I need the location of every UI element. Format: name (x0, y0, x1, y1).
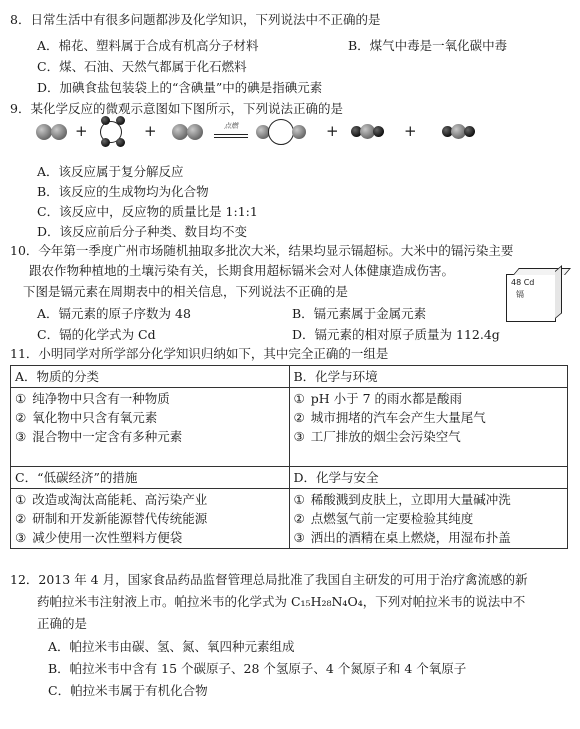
item-mark: ③ (293, 530, 305, 545)
black-atom (101, 138, 110, 147)
plus-sign: + (404, 122, 417, 140)
black-atom (116, 116, 125, 125)
gray-atom (292, 125, 306, 139)
q11-d-item: 点燃氢气前一定要检验其纯度 (310, 511, 474, 526)
q12-stem-line1: 12．2013 年 4 月，国家食品药品监督管理总局批准了我国自主研发的可用于治疗禽流感的新 (10, 572, 528, 587)
q12-option-c: C．帕拉米韦属于有机化合物 (48, 683, 208, 698)
q10-option-d: D．镉元素的相对原子质量为 112.4g (292, 327, 500, 342)
q11-cell-b-title: B．化学与环境 (289, 366, 568, 388)
q12-stem-part: 药帕拉米韦注射液上市。帕拉米韦的化学式为 (37, 594, 291, 609)
reaction-diagram (0, 118, 580, 148)
item-mark: ② (293, 511, 305, 526)
q12-stem-line2 (37, 594, 525, 610)
q9-option-a: A．该反应属于复分解反应 (37, 164, 184, 179)
element-number-symbol: 48 Cd (511, 278, 535, 287)
q11-a-item: 纯净物中只含有一种物质 (32, 391, 170, 406)
black-atom (116, 138, 125, 147)
q11-d-item: 洒出的酒精在桌上燃烧，用湿布扑盖 (310, 530, 511, 545)
black-atom (464, 126, 475, 137)
gray-atom (187, 124, 203, 140)
q11-cell-b-items (289, 388, 568, 467)
periodic-table-cell (506, 274, 556, 322)
item-mark: ① (15, 492, 27, 507)
item-mark: ③ (15, 429, 27, 444)
q9-stem: 9．某化学反应的微观示意图如下图所示，下列说法正确的是 (10, 101, 343, 116)
q8-option-a: A．棉花、塑料属于合成有机高分子材料 (37, 38, 259, 53)
q8-option-d: D．加碘食盐包装袋上的“含碘量”中的碘是指碘元素 (37, 80, 323, 95)
q11-cell-c-title: C．“低碳经济”的措施 (11, 467, 290, 489)
q8-option-c: C．煤、石油、天然气都属于化石燃料 (37, 59, 247, 74)
item-mark: ② (293, 410, 305, 425)
q11-cell-a-title: A．物质的分类 (11, 366, 290, 388)
q9-option-b: B．该反应的生成物均为化合物 (37, 184, 209, 199)
q12-stem-line3: 正确的是 (37, 616, 88, 631)
q11-stem: 11．小明同学对所学部分化学知识归纳如下，其中完全正确的一组是 (10, 346, 389, 361)
item-mark: ② (15, 511, 27, 526)
item-mark: ① (293, 391, 305, 406)
q11-cell-c-items (11, 489, 290, 549)
q11-cell-a-items (11, 388, 290, 467)
q11-c-item: 改造或淘汰高能耗、高污染产业 (32, 492, 208, 507)
gray-atom (51, 124, 67, 140)
plus-sign: + (144, 122, 157, 140)
q11-d-item: 稀酸溅到皮肤上，立即用大量碱冲洗 (310, 492, 511, 507)
plus-sign: + (75, 122, 88, 140)
q10-option-b: B．镉元素属于金属元素 (292, 306, 427, 321)
q12-stem-part: ，下列对帕拉米韦的说法中不 (362, 594, 526, 609)
q11-table (10, 365, 568, 549)
q12-option-a: A．帕拉米韦由碳、氢、氮、氧四种元素组成 (48, 639, 295, 654)
black-atom (373, 126, 384, 137)
q9-option-d: D．该反应前后分子种类、数目均不变 (37, 224, 248, 239)
item-mark: ③ (15, 530, 27, 545)
q9-option-c: C．该反应中，反应物的质量比是 1:1:1 (37, 204, 258, 219)
item-mark: ② (15, 410, 27, 425)
q11-b-item: 工厂排放的烟尘会污染空气 (310, 429, 461, 444)
gray-atom (36, 124, 52, 140)
plus-sign: + (326, 122, 339, 140)
q12-option-b: B．帕拉米韦中含有 15 个碳原子、28 个氢原子、4 个氮原子和 4 个氧原子 (48, 661, 467, 676)
black-atom (101, 116, 110, 125)
q10-stem-line2: 跟农作物种植地的土壤污染有关，长期食用超标镉米会对人体健康造成伤害。 (29, 263, 455, 278)
reaction-arrow (214, 134, 248, 135)
q11-a-item: 氧化物中只含有氧元素 (32, 410, 158, 425)
q8-stem: 8．日常生活中有很多问题都涉及化学知识，下列说法中不正确的是 (10, 12, 381, 27)
chemical-formula: C₁₅H₂₈N₄O₄ (290, 594, 363, 609)
q10-option-c: C．镉的化学式为 Cd (37, 327, 156, 342)
item-mark: ① (15, 391, 27, 406)
item-mark: ③ (293, 429, 305, 444)
q10-option-a: A．镉元素的原子序数为 48 (37, 306, 191, 321)
q11-cell-d-items (289, 489, 568, 549)
item-mark: ① (293, 492, 305, 507)
gray-atom (172, 124, 188, 140)
element-name: 镉 (516, 290, 524, 299)
reaction-arrow (214, 137, 248, 138)
white-atom (268, 119, 294, 145)
q11-a-item: 混合物中一定含有多种元素 (32, 429, 183, 444)
q11-b-item: 城市拥堵的汽车会产生大量尾气 (310, 410, 486, 425)
q11-b-item: pH 小于 7 的雨水都是酸雨 (310, 391, 462, 406)
q8-option-b: B．煤气中毒是一氧化碳中毒 (348, 38, 508, 53)
q10-stem-line3: 下图是镉元素在周期表中的相关信息，下列说法不正确的是 (23, 284, 349, 299)
q11-c-item: 研制和开发新能源替代传统能源 (32, 511, 208, 526)
reaction-condition: 点燃 (224, 122, 238, 130)
q11-cell-d-title: D．化学与安全 (289, 467, 568, 489)
q11-c-item: 减少使用一次性塑料方便袋 (32, 530, 183, 545)
q10-stem-line1: 10．今年第一季度广州市场随机抽取多批次大米，结果均显示镉超标。大米中的镉污染主要 (10, 243, 514, 258)
